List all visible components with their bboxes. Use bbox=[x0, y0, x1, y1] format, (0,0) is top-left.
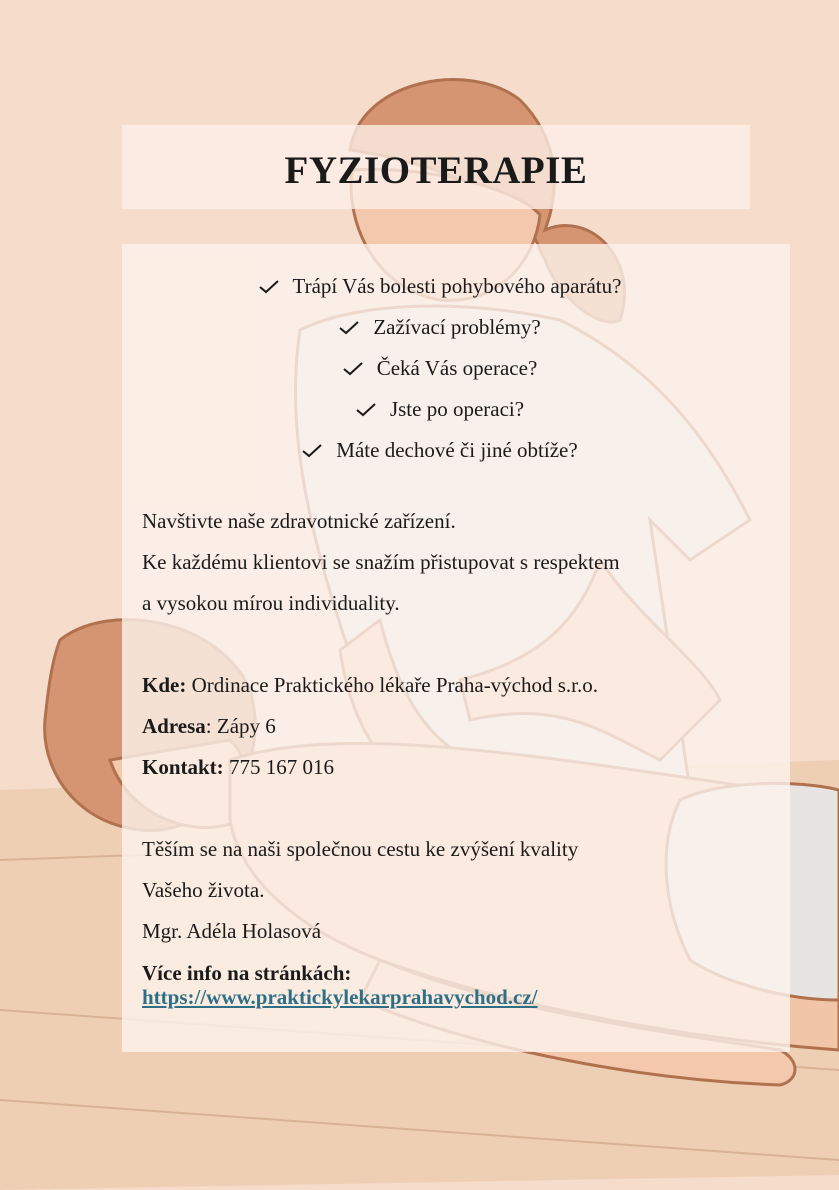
intro-line: Navštivte naše zdravotnické zařízení. bbox=[142, 509, 456, 533]
page-title: FYZIOTERAPIE bbox=[284, 148, 588, 192]
closing-line: Vašeho života. bbox=[142, 878, 265, 902]
phone-value: 775 167 016 bbox=[223, 755, 334, 779]
checklist-item bbox=[122, 430, 758, 471]
place-label: Kde: bbox=[142, 673, 187, 697]
phone-line bbox=[142, 747, 762, 788]
body-text bbox=[142, 501, 762, 1009]
checklist-text: Trápí Vás bolesti pohybového aparátu? bbox=[292, 274, 622, 298]
checkmark-icon bbox=[343, 362, 363, 376]
checkmark-icon bbox=[356, 403, 376, 417]
intro-line: Ke každému klientovi se snažím přistupovat s respektem bbox=[142, 550, 620, 574]
place-value: Ordinace Praktického lékaře Praha-východ s.r.o. bbox=[186, 673, 599, 697]
checklist-item bbox=[122, 348, 758, 389]
checkmark-icon bbox=[339, 321, 359, 335]
signature: Mgr. Adéla Holasová bbox=[142, 919, 322, 943]
more-info-label: Více info na stránkách: bbox=[142, 961, 352, 985]
place-line bbox=[142, 665, 762, 706]
address-line bbox=[142, 706, 762, 747]
checklist-text: Jste po operaci? bbox=[389, 397, 525, 421]
closing-line: Těším se na naši společnou cestu ke zvýšení kvality bbox=[142, 837, 579, 861]
checklist-item bbox=[122, 266, 758, 307]
content-panel bbox=[122, 244, 790, 1052]
website-link[interactable]: https://www.praktickylekarprahavychod.cz/ bbox=[142, 985, 538, 1009]
checklist-item bbox=[122, 389, 758, 430]
checkmark-icon bbox=[302, 444, 322, 458]
checkmark-icon bbox=[259, 280, 279, 294]
checklist-item bbox=[122, 307, 758, 348]
phone-label: Kontakt: bbox=[142, 755, 224, 779]
checklist-text: Zažívací problémy? bbox=[373, 315, 541, 339]
address-label: Adresa bbox=[142, 714, 206, 738]
address-value: : Zápy 6 bbox=[205, 714, 276, 738]
intro-line: a vysokou mírou individuality. bbox=[142, 591, 400, 615]
title-banner bbox=[122, 125, 750, 209]
checklist-text: Čeká Vás operace? bbox=[376, 356, 538, 380]
checklist-text: Máte dechové či jiné obtíže? bbox=[336, 438, 578, 462]
question-checklist bbox=[122, 266, 758, 471]
